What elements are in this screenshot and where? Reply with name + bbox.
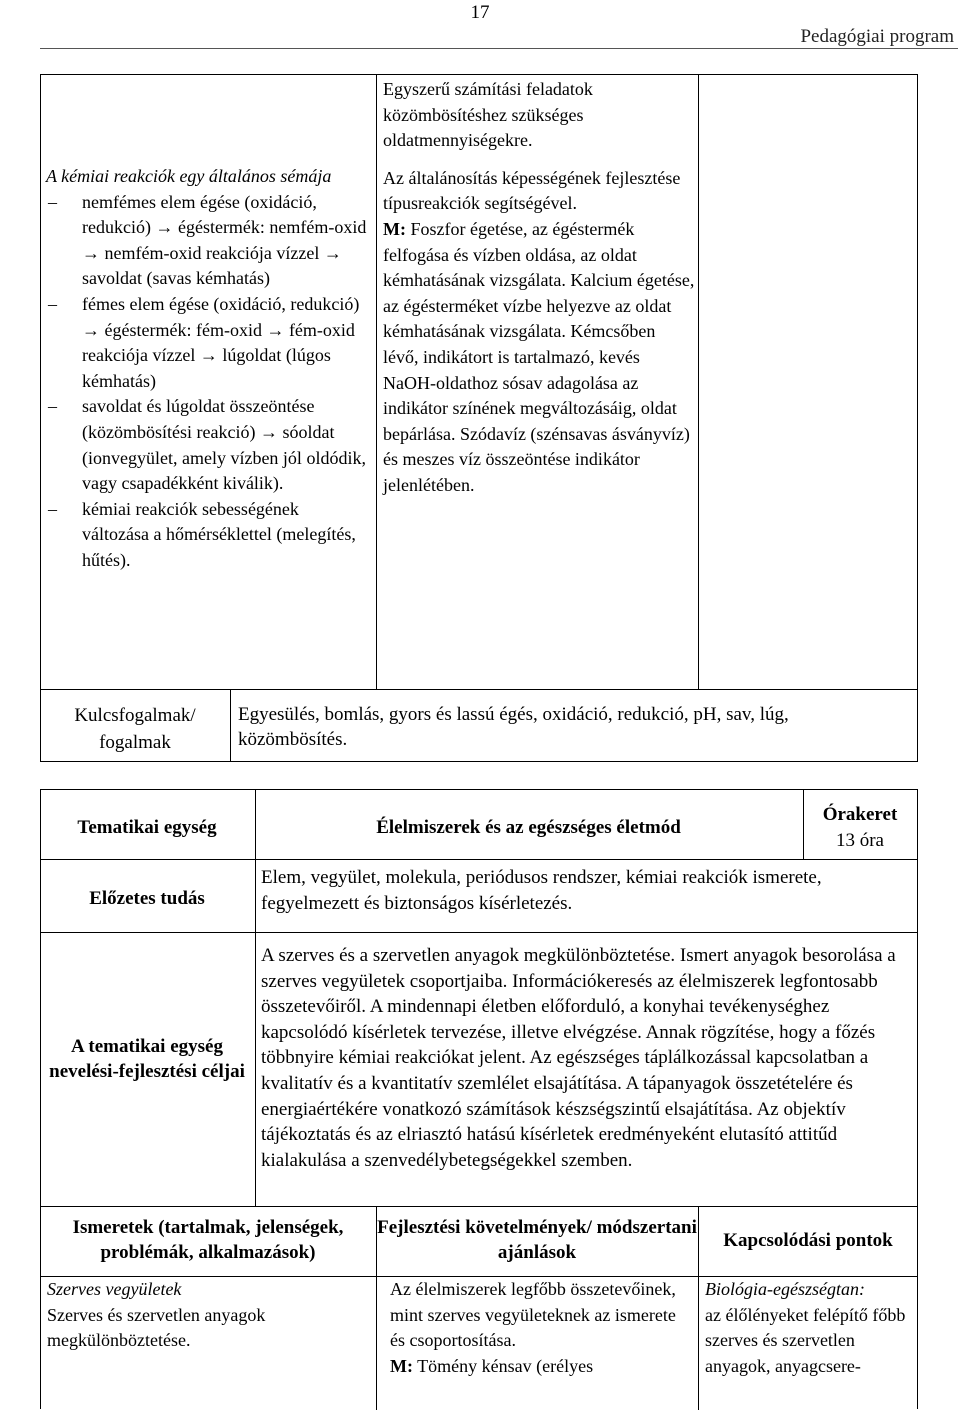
reaction-scheme-cell: [46, 164, 368, 574]
links-text: az élőlényeket felépítő főbb szerves és szervetlen anyagok, anyagcsere-: [705, 1304, 906, 1376]
knowledge-cell: [47, 1277, 369, 1354]
goals-text: A szerves és a szervetlen anyagok megkülönböztetése. Ismert anyagok besorolása a szerves vegyületek csoportjaiba. Információkeresés az élelmiszerek legfontosabb összetevőiről. A mindennapi életben előforduló, a konyhai tevékenységhez kapcsolódó kísérletek tervezése, illetve elvégzése. Annak rögzítése, hogy a főzés többnyire kémiai reakciókat jelent. Az egészséges táplálkozással kapcsolatban a kvalitatív és a kvantitatív szemlélet elsajátítása. A tápanyagok összetételére és energiaértékére vonatkozó számítások készségszintű elsajátítása. Az objektív tájékoztatás és az elriasztó hatású kísérletek eredményeként elutasító attitűd kialakulása a szenvedélybetegségekkel szemben.: [261, 945, 896, 1171]
t2-v-label: [255, 790, 256, 1206]
column-header-links: Kapcsolódási pontok: [723, 1230, 893, 1251]
links-cell: [705, 1277, 910, 1379]
hours-value: 13 óra: [835, 830, 884, 851]
dash-icon: –: [48, 396, 57, 417]
list-item: [46, 497, 368, 574]
knowledge-title: Szerves vegyületek: [47, 1279, 182, 1299]
method-body: Foszfor égetése, az égéstermék felfogása és vízben oldása, az oldat kémhatásának vizsgálata. Kalcium égetése, az égésterméket vízbe helyezve az oldat kémhatásának vizsgálata. Kémcsőben lévő, indikátort is tartalmazó, kevés NaOH-oldathoz sósav adagolása az indikátor színének megváltozásáig, oldat bepárlása. Szódavíz (szénsavas ásványvíz) és meszes víz összeöntése indikátor jelenlétében.: [383, 218, 695, 495]
table1-divider-left: [376, 75, 377, 689]
unit-title: Élelmiszerek és az egészséges életmód: [376, 817, 681, 838]
column-header-development: Fejlesztési követelmények/ módszertani ajánlások: [377, 1217, 697, 1263]
reaction-scheme-title: A kémiai reakciók egy általános sémája: [46, 166, 332, 186]
dash-icon: –: [48, 498, 57, 519]
list-item-text: savoldat és lúgoldat összeöntése (közömbösítési reakció) → sóoldat (ionvegyület, amely vízben jól oldódik, vagy csapadékként kiválik).: [82, 396, 366, 494]
page-number: 17: [470, 2, 490, 23]
generalization-text: Az általánosítás képességének fejlesztése típusreakciók segítségével.: [383, 167, 681, 214]
unit-label: Tematikai egység: [77, 817, 217, 838]
header-divider: [40, 48, 958, 49]
column-header-knowledge: Ismeretek (tartalmak, jelenségek, problémák, alkalmazások): [72, 1217, 344, 1263]
method-body: Tömény kénsav (erélyes: [417, 1355, 594, 1376]
t2-h3: [41, 1206, 917, 1207]
t2-h1: [41, 859, 917, 860]
list-item-text: fémes elem égése (oxidáció, redukció) → égéstermék: fém-oxid → fém-oxid reakciója vízzel → lúgoldat (lúgos kémhatás): [82, 293, 360, 391]
method-label: M:: [390, 1355, 413, 1376]
list-item-text: nemfémes elem égése (oxidáció, redukció) → égéstermék: nemfém-oxid → nemfém-oxid reakciója vízzel → savoldat (savas kémhatás): [82, 191, 367, 289]
key-concepts-label: Kulcsfogalmak/ fogalmak: [74, 705, 196, 753]
list-item: [46, 190, 368, 292]
prior-knowledge-text: Elem, vegyület, molekula, periódusos rendszer, kémiai reakciók ismerete, fegyelmezett és biztonságos kísérletezés.: [261, 867, 822, 914]
method-label: M:: [383, 218, 406, 239]
goals-label: A tematikai egység nevelési-fejlesztési céljai: [49, 1036, 245, 1082]
program-title: Pedagógiai program: [800, 26, 954, 47]
calc-tasks-text: Egyszerű számítási feladatok közömbösítéshez szükséges oldatmennyiségekre.: [383, 79, 593, 151]
dash-icon: –: [48, 191, 57, 212]
development-cell: [383, 77, 695, 499]
development-requirements-cell: [390, 1277, 690, 1379]
links-title: Biológia-egészségtan:: [705, 1279, 865, 1299]
method-text: [383, 217, 695, 499]
dash-icon: –: [48, 293, 57, 314]
table1-row-divider: [41, 689, 917, 690]
knowledge-text: Szerves és szervetlen anyagok megkülönböztetése.: [47, 1304, 266, 1351]
prior-knowledge-label: Előzetes tudás: [89, 888, 205, 909]
key-concepts-text: Egyesülés, bomlás, gyors és lassú égés, oxidáció, redukció, pH, sav, lúg, közömbösítés.: [238, 704, 789, 750]
hours-label: Órakeret: [822, 804, 898, 825]
t2-h2: [41, 932, 917, 933]
list-item: [46, 292, 368, 394]
development-method: [390, 1354, 690, 1380]
list-item-text: kémiai reakciók sebességének változása a hőmérséklettel (melegítés, hűtés).: [82, 498, 356, 570]
table1-divider-right: [698, 75, 699, 689]
list-item: [46, 394, 368, 496]
table1-key-divider: [230, 689, 231, 761]
development-text: Az élelmiszerek legfőbb összetevőinek, mint szerves vegyületeknek az ismerete és csoportosítása.: [390, 1279, 676, 1351]
